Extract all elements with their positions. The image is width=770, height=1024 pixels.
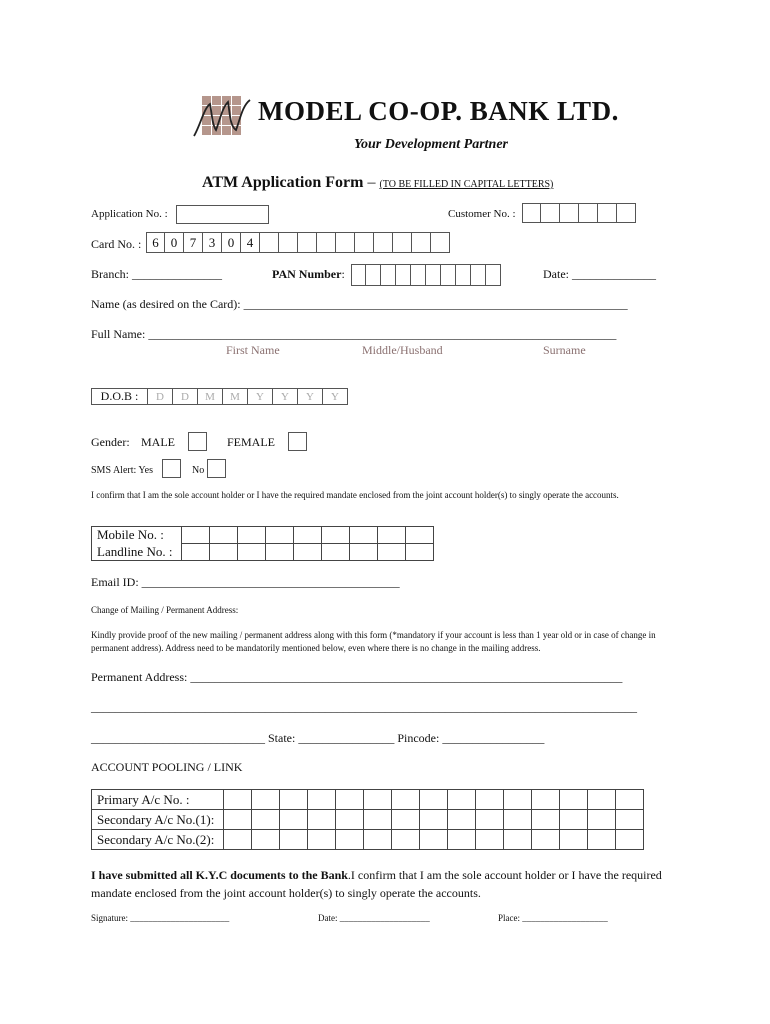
sms-no-checkbox[interactable] [207, 459, 226, 478]
female-label: FEMALE [227, 435, 275, 449]
kyc-bold: I have submitted all K.Y.C documents to the Bank [91, 868, 348, 882]
male-label: MALE [141, 435, 175, 449]
dob-box[interactable]: Y [273, 388, 298, 405]
card-digit[interactable] [355, 232, 374, 253]
acct-box[interactable] [616, 810, 644, 830]
landline-box[interactable] [350, 544, 378, 561]
acct-box[interactable] [532, 810, 560, 830]
landline-label: Landline No. : [92, 544, 182, 561]
acct-box[interactable] [504, 790, 532, 810]
signature-date-label[interactable]: Date: ____________________ [318, 913, 430, 923]
acct-box[interactable] [560, 810, 588, 830]
acct-box[interactable] [280, 810, 308, 830]
card-digit[interactable] [317, 232, 336, 253]
sms-yes-checkbox[interactable] [162, 459, 181, 478]
card-digit[interactable]: 0 [165, 232, 184, 253]
capital-letters-note: (TO BE FILLED IN CAPITAL LETTERS) [379, 179, 554, 190]
dob-box[interactable]: Y [298, 388, 323, 405]
tagline: Your Development Partner [354, 137, 508, 152]
form-title-text: ATM Application Form [202, 174, 364, 191]
form-title-dash: – [363, 174, 380, 191]
acct-box[interactable] [504, 810, 532, 830]
dob-box[interactable]: Y [248, 388, 273, 405]
acct-box[interactable] [392, 830, 420, 850]
acct-box[interactable] [476, 830, 504, 850]
acct-box[interactable] [560, 790, 588, 810]
card-digit[interactable] [298, 232, 317, 253]
customer-no-boxes[interactable] [522, 203, 636, 223]
dob-field[interactable] [91, 388, 348, 405]
landline-box[interactable] [182, 544, 210, 561]
acct-box[interactable] [420, 830, 448, 850]
email-label[interactable]: Email ID: ___________________________________________ [91, 575, 400, 589]
place-label[interactable]: Place: ___________________ [498, 913, 608, 923]
acct-box[interactable] [532, 830, 560, 850]
pan-boxes[interactable] [351, 264, 501, 286]
landline-box[interactable] [294, 544, 322, 561]
acct-box[interactable] [392, 790, 420, 810]
proof-text: Kindly provide proof of the new mailing / permanent address along with this form (*mandatory if your account is less than 1 year old or in case of change in permanent address). Address need to be mandatorily mentioned below, even where there is no change in the mailing address. [91, 630, 656, 653]
customer-no-label: Customer No. : [448, 208, 516, 220]
application-no-label: Application No. : [91, 208, 168, 220]
first-name-hint: First Name [226, 343, 280, 357]
acct-box[interactable] [336, 830, 364, 850]
mobile-box[interactable] [350, 527, 378, 544]
acct-box[interactable] [616, 830, 644, 850]
acct-box[interactable] [308, 830, 336, 850]
secondary1-label: Secondary A/c No.(1): [92, 810, 224, 830]
acct-box[interactable] [504, 830, 532, 850]
acct-box[interactable] [448, 790, 476, 810]
card-no-label: Card No. : [91, 237, 142, 251]
acct-box[interactable] [308, 790, 336, 810]
card-digit[interactable]: 3 [203, 232, 222, 253]
dob-box[interactable]: M [223, 388, 248, 405]
acct-box[interactable] [588, 830, 616, 850]
acct-box[interactable] [532, 790, 560, 810]
card-digit[interactable] [412, 232, 431, 253]
acct-box[interactable] [224, 790, 252, 810]
landline-box[interactable] [266, 544, 294, 561]
landline-box[interactable] [378, 544, 406, 561]
dob-box[interactable]: D [148, 388, 173, 405]
branch-label[interactable]: Branch: _______________ [91, 267, 222, 281]
mobile-box[interactable] [294, 527, 322, 544]
acct-box[interactable] [224, 830, 252, 850]
acct-box[interactable] [336, 790, 364, 810]
surname-hint: Surname [543, 343, 586, 357]
acct-box[interactable] [392, 810, 420, 830]
name-on-card-label[interactable]: Name (as desired on the Card): ________________________________________________________________ [91, 297, 628, 311]
card-digit[interactable] [374, 232, 393, 253]
mobile-box[interactable] [406, 527, 434, 544]
pan-label [272, 267, 345, 282]
acct-box[interactable] [308, 810, 336, 830]
card-digit[interactable]: 0 [222, 232, 241, 253]
acct-box[interactable] [420, 790, 448, 810]
mobile-box[interactable] [322, 527, 350, 544]
landline-box[interactable] [322, 544, 350, 561]
acct-box[interactable] [476, 810, 504, 830]
card-digit[interactable] [393, 232, 412, 253]
acct-box[interactable] [616, 790, 644, 810]
form-title [202, 174, 553, 192]
card-no-boxes[interactable] [146, 232, 450, 253]
acct-box[interactable] [364, 830, 392, 850]
gender-label: Gender: [91, 435, 130, 449]
secondary2-label: Secondary A/c No.(2): [92, 830, 224, 850]
card-digit[interactable] [336, 232, 355, 253]
sms-alert-label: SMS Alert: Yes [91, 465, 153, 476]
mobile-box[interactable] [378, 527, 406, 544]
change-address-label: Change of Mailing / Permanent Address: [91, 605, 239, 615]
acct-box[interactable] [364, 810, 392, 830]
acct-box[interactable] [588, 790, 616, 810]
card-digit[interactable] [260, 232, 279, 253]
pan-colon: : [341, 267, 345, 281]
date-label[interactable]: Date: ______________ [543, 267, 656, 281]
signature-label[interactable]: Signature: ______________________ [91, 913, 230, 923]
male-checkbox[interactable] [188, 432, 207, 451]
card-digit[interactable] [431, 232, 450, 253]
mobile-box[interactable] [210, 527, 238, 544]
acct-box[interactable] [560, 830, 588, 850]
landline-box[interactable] [210, 544, 238, 561]
card-digit[interactable]: 7 [184, 232, 203, 253]
bank-logo [192, 96, 252, 138]
card-digit[interactable]: 4 [241, 232, 260, 253]
card-digit[interactable] [279, 232, 298, 253]
acct-box[interactable] [336, 810, 364, 830]
female-checkbox[interactable] [288, 432, 307, 451]
permanent-address-label[interactable]: Permanent Address: ________________________________________________________________________ [91, 670, 623, 684]
mobile-box[interactable] [238, 527, 266, 544]
dob-box[interactable]: M [198, 388, 223, 405]
acct-box[interactable] [280, 830, 308, 850]
landline-box[interactable] [406, 544, 434, 561]
middle-name-hint: Middle/Husband [362, 343, 443, 357]
full-name-label[interactable]: Full Name: ______________________________________________________________________________ [91, 327, 617, 341]
acct-box[interactable] [364, 790, 392, 810]
acct-box[interactable] [588, 810, 616, 830]
mobile-box[interactable] [266, 527, 294, 544]
kyc-statement [91, 866, 671, 902]
card-digit[interactable]: 6 [146, 232, 165, 253]
dob-box[interactable]: Y [323, 388, 348, 405]
mobile-box[interactable] [182, 527, 210, 544]
confirm-text: I confirm that I am the sole account holder or I have the required mandate enclosed from the joint account holder(s) to singly operate the accounts. [91, 490, 619, 500]
acct-box[interactable] [252, 810, 280, 830]
bank-name: MODEL CO-OP. BANK LTD. [258, 96, 619, 126]
acct-box[interactable] [420, 810, 448, 830]
account-pooling-label: ACCOUNT POOLING / LINK [91, 760, 243, 774]
application-no-field[interactable] [176, 205, 269, 224]
pan-label-text: PAN Number [272, 267, 342, 281]
landline-box[interactable] [238, 544, 266, 561]
acct-box[interactable] [448, 810, 476, 830]
kyc-rest: .I confirm that I am the sole account holder or I have the required mandate enclosed from the joint account holder(s) to singly operate the accounts. [91, 868, 662, 900]
address-line-3[interactable]: _____________________________ State: ________________ Pincode: _________________ [91, 731, 545, 745]
primary-label: Primary A/c No. : [92, 790, 224, 810]
dob-label: D.O.B : [91, 388, 148, 405]
acct-box[interactable] [476, 790, 504, 810]
address-line-2[interactable]: ___________________________________________________________________________________________ [91, 700, 637, 714]
dob-box[interactable]: D [173, 388, 198, 405]
acct-box[interactable] [224, 810, 252, 830]
account-pooling-table [91, 789, 644, 850]
acct-box[interactable] [280, 790, 308, 810]
phone-table [91, 526, 434, 561]
acct-box[interactable] [252, 790, 280, 810]
mobile-label: Mobile No. : [92, 527, 182, 544]
acct-box[interactable] [448, 830, 476, 850]
acct-box[interactable] [252, 830, 280, 850]
sms-no-label: No [192, 465, 205, 476]
